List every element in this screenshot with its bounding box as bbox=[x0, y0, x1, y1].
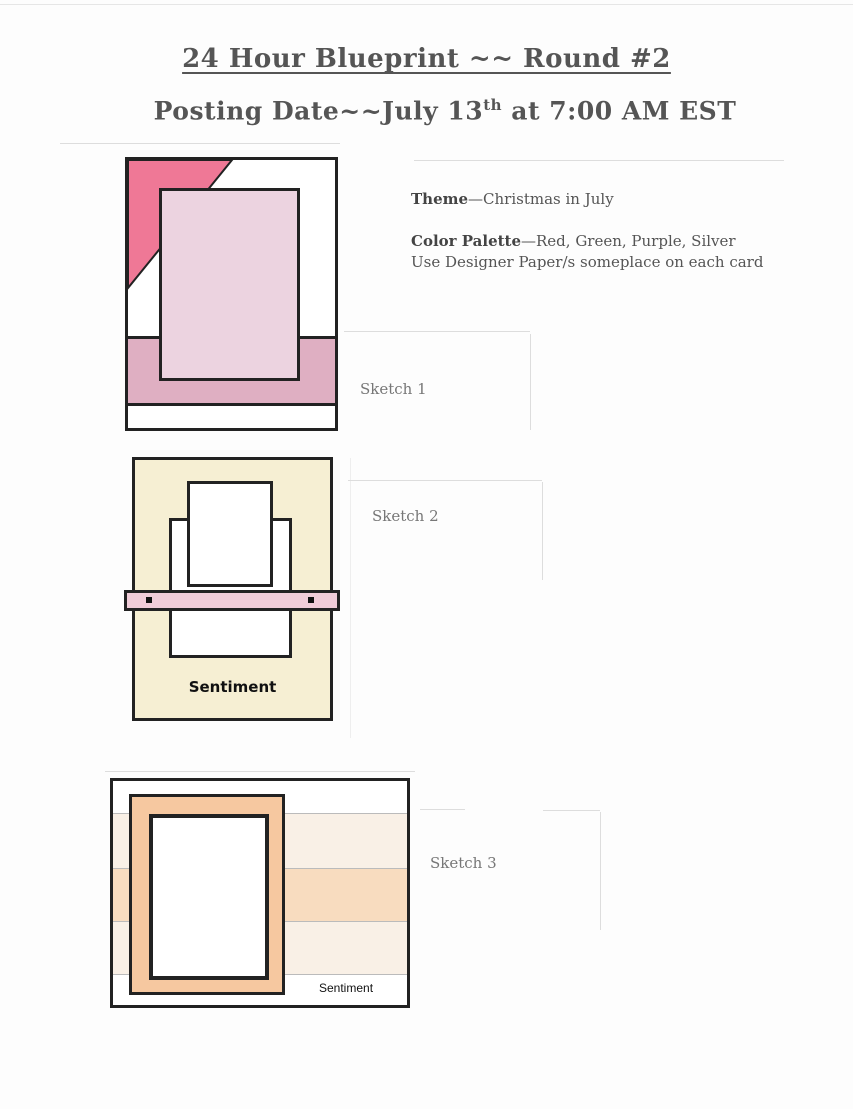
page-title: 24 Hour Blueprint ~~ Round #2 bbox=[182, 44, 671, 74]
sketch-3-sentiment: Sentiment bbox=[319, 981, 374, 995]
scan-line bbox=[530, 334, 531, 430]
paper-note: Use Designer Paper/s someplace on each card bbox=[411, 253, 764, 271]
palette-line bbox=[411, 232, 736, 250]
sketch-2-card bbox=[132, 457, 333, 721]
sketch-3-card bbox=[110, 778, 410, 1008]
scan-line bbox=[348, 480, 542, 481]
posting-date bbox=[0, 96, 853, 125]
scan-line bbox=[543, 810, 600, 811]
posting-date-time: at 7:00 AM EST bbox=[502, 96, 737, 126]
sketch-2-label: Sketch 2 bbox=[372, 507, 439, 525]
sketch-3-inner-panel bbox=[149, 814, 269, 980]
scan-line bbox=[600, 812, 601, 930]
scan-line bbox=[542, 482, 543, 580]
scan-line bbox=[414, 160, 784, 161]
palette-label: Color Palette bbox=[411, 232, 522, 250]
theme-line bbox=[411, 190, 614, 208]
posting-date-suffix: th bbox=[483, 96, 503, 114]
sketch-3-label: Sketch 3 bbox=[430, 854, 497, 872]
scan-line bbox=[105, 771, 415, 772]
brad-icon bbox=[146, 597, 152, 603]
sketch-2-sentiment: Sentiment bbox=[188, 678, 277, 696]
theme-value: —Christmas in July bbox=[468, 190, 614, 208]
brad-icon bbox=[308, 597, 314, 603]
scan-line bbox=[344, 331, 530, 332]
sketch-2-front-panel bbox=[187, 481, 273, 587]
sketch-1-main-panel bbox=[159, 188, 300, 381]
sketch-1-label: Sketch 1 bbox=[360, 380, 427, 398]
sketch-2-ribbon bbox=[124, 590, 340, 611]
scan-edge bbox=[0, 4, 853, 5]
scan-line bbox=[350, 458, 351, 738]
scan-line bbox=[420, 809, 465, 810]
posting-date-main: Posting Date~~July 13 bbox=[153, 96, 484, 126]
theme-label: Theme bbox=[411, 190, 469, 208]
palette-value: —Red, Green, Purple, Silver bbox=[521, 232, 736, 250]
sketch-1-card bbox=[125, 157, 338, 431]
scan-line bbox=[60, 143, 340, 144]
